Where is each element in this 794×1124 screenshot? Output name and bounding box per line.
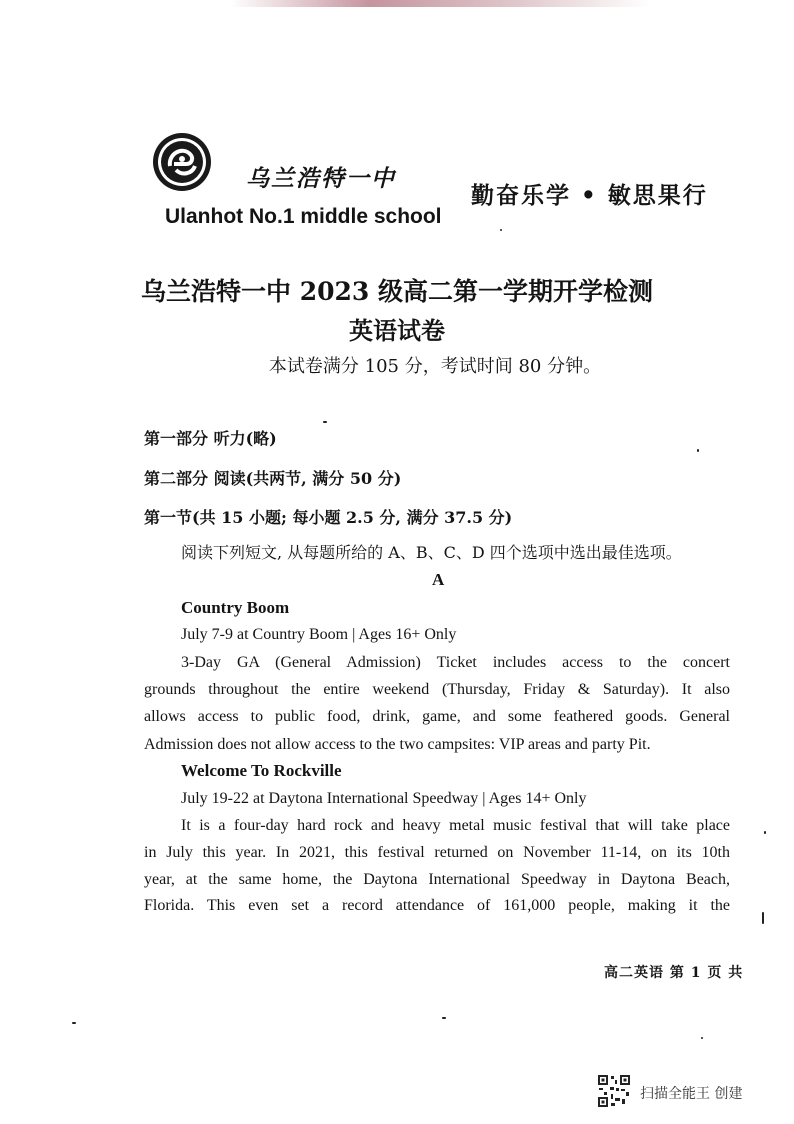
passage-line: in July this year. In 2021, this festival returned on November 11-14, on its 10th (144, 844, 730, 861)
scan-speck (442, 1017, 446, 1019)
event-title-country-boom: Country Boom (181, 598, 290, 617)
passage-line: Florida. This even set a record attendance of 161,000 people, making it the (144, 897, 730, 914)
school-motto: 勤奋乐学 • 敏思果行 (471, 182, 708, 209)
scanner-watermark: 扫描全能王 创建 (640, 1086, 743, 1102)
passage-line: grounds throughout the entire weekend (Thursday, Friday & Saturday). It also (144, 681, 730, 698)
scan-speck (323, 421, 327, 423)
part-two-heading: 第二部分 阅读(共两节, 满分 50 分) (144, 469, 402, 488)
exam-title: 乌兰浩特一中 2023 级高二第一学期开学检测 (141, 277, 653, 306)
scan-speck (701, 1037, 703, 1039)
exam-info: 本试卷满分 105 分，考试时间 80 分钟。 (268, 356, 602, 377)
scan-speck (500, 229, 502, 231)
event-title-rockville: Welcome To Rockville (181, 761, 342, 780)
reading-instruction: 阅读下列短文, 从每题所给的 A、B、C、D 四个选项中选出最佳选项。 (181, 543, 682, 562)
scan-speck (72, 1022, 76, 1024)
scan-speck (762, 912, 764, 924)
passage-line: 3-Day GA (General Admission) Ticket includes access to the concert (181, 654, 730, 671)
passage-letter: A (432, 570, 445, 589)
scan-speck (764, 831, 766, 834)
section-one-heading: 第一节(共 15 小题; 每小题 2.5 分, 满分 37.5 分) (144, 508, 513, 527)
page-footer: 高二英语 第 1 页 共 (604, 965, 744, 981)
scan-speck (697, 449, 699, 452)
qr-code-icon (597, 1074, 631, 1108)
passage-line: allows access to public food, drink, game, and some feathered goods. General (144, 708, 730, 725)
school-name-english: Ulanhot No.1 middle school (165, 205, 442, 228)
event-info-country-boom: July 7-9 at Country Boom | Ages 16+ Only (181, 626, 457, 643)
scan-edge-smudge (230, 0, 650, 7)
passage-line: It is a four-day hard rock and heavy metal music festival that will take place (181, 817, 730, 834)
school-name-chinese: 乌兰浩特一中 (246, 165, 396, 192)
exam-subject: 英语试卷 (349, 316, 445, 345)
part-one-heading: 第一部分 听力(略) (144, 429, 277, 448)
event-info-rockville: July 19-22 at Daytona International Speedway | Ages 14+ Only (181, 790, 587, 807)
passage-line: Admission does not allow access to the two campsites: VIP areas and party Pit. (144, 736, 651, 753)
school-logo-icon (152, 132, 212, 192)
passage-line: year, at the same home, the Daytona International Speedway in Daytona Beach, (144, 871, 730, 888)
